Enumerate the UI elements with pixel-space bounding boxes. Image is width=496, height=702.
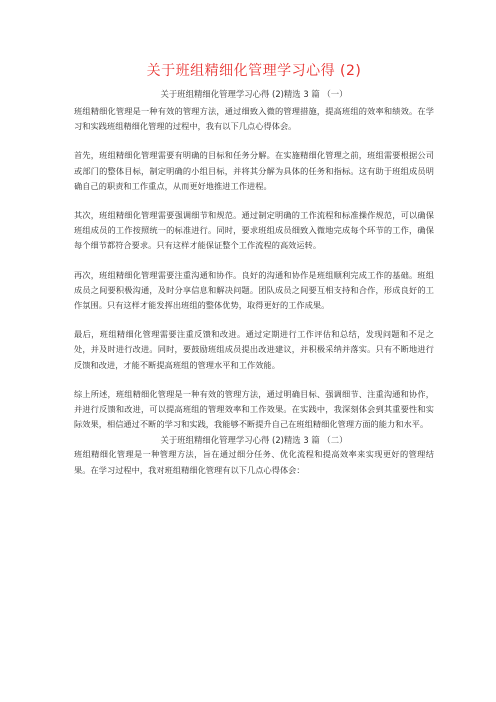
document-title: 关于班组精细化管理学习心得 (2) bbox=[146, 63, 362, 79]
paragraph-gap bbox=[74, 194, 434, 208]
paragraph-gap bbox=[74, 134, 434, 148]
paragraph-gap bbox=[74, 313, 434, 327]
section-heading-1: 关于班组精细化管理学习心得 (2)精选 3 篇 （一） bbox=[160, 89, 348, 99]
paragraph-section2-intro: 班组精细化管理是一种管理方法，旨在通过细分任务、优化流程和提高效率来实现更好的管理结果。在学习过程中，我对班组精细化管理有以下几点心得体会： bbox=[74, 449, 434, 475]
paragraph-gap bbox=[74, 254, 434, 268]
paragraph-second-point: 其次，班组精细化管理需要强调细节和规范。通过制定明确的工作流程和标准操作规范，可以确保班组成员的工作按照统一的标准进行。同时，要求班组成员细致入微地完成每个环节的工作，确保每个细节都符合要求。只有这样才能保证整个工作流程的高效运转。 bbox=[74, 210, 434, 251]
paragraph-fourth-point: 最后，班组精细化管理需要注重反馈和改进。通过定期进行工作评估和总结，发现问题和不足之处，并及时进行改进。同时，要鼓励班组成员提出改进建议，并积极采纳并落实。只有不断地进行反馈和改进，才能不断提高班组的管理水平和工作效能。 bbox=[74, 329, 434, 370]
paragraph-summary: 综上所述，班组精细化管理是一种有效的管理方法，通过明确目标、强调细节、注重沟通和协作，并进行反馈和改进，可以提高班组的管理效率和工作效果。在实践中，我深刻体会到其重要性和实际效果，相信通过不断的学习和实践，我能够不断提升自己在班组精细化管理方面的能力和水平。 bbox=[74, 388, 434, 430]
paragraph-third-point: 再次，班组精细化管理需要注重沟通和协作。良好的沟通和协作是班组顺利完成工作的基础。班组成员之间要积极沟通，及时分享信息和解决问题。团队成员之间要互相支持和合作，形成良好的工作氛围。只有这样才能发挥出班组的整体优势，取得更好的工作成果。 bbox=[74, 269, 434, 311]
section-heading-2: 关于班组精细化管理学习心得 (2)精选 3 篇 （二） bbox=[160, 435, 348, 446]
paragraph-first-point: 首先，班组精细化管理需要有明确的目标和任务分解。在实施精细化管理之前，班组需要根据公司或部门的整体目标，制定明确的小组目标，并将其分解为具体的任务和指标。这有助于班组成员明确自己的职责和工作重点，从而更好地推进工作进程。 bbox=[74, 150, 434, 191]
paragraph-gap bbox=[74, 373, 434, 387]
paragraph-intro: 班组精细化管理是一种有效的管理方法，通过细致入微的管理措施，提高班组的效率和绩效。在学习和实践班组精细化管理的过程中，我有以下几点心得体会。 bbox=[74, 106, 434, 132]
